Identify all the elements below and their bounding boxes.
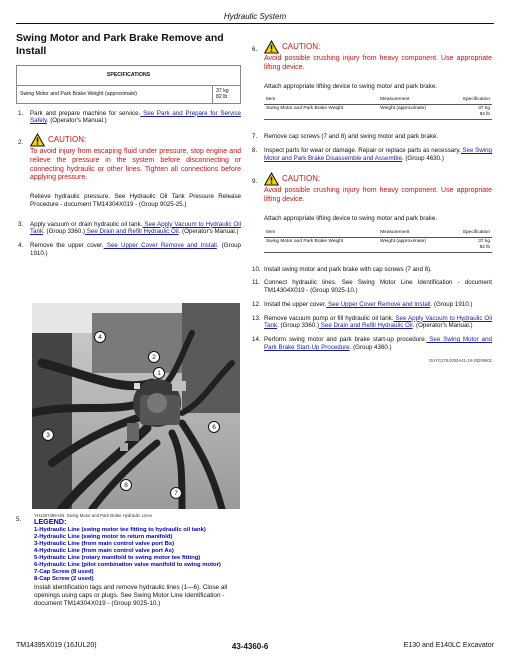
legend-item: 3-Hydraulic Line (from main control valve port Bs)	[34, 540, 175, 547]
step-10: 10. Install swing motor and park brake with cap screws (7 and 8).	[252, 265, 432, 273]
warning-triangle-icon	[264, 40, 279, 54]
legend-item: 1-Hydraulic Line (swing motor tee fitting to hydraulic oil tank)	[34, 526, 206, 533]
legend-item: 8-Cap Screw (2 used)	[34, 575, 94, 582]
step-4: 4. Remove the upper cover. See Upper Cover Remove and Install. (Group 1910.)	[18, 242, 241, 257]
footer-page-number: 43-4360-6	[231, 642, 269, 651]
page-footer	[16, 642, 494, 652]
step-5-number: 5.	[16, 516, 22, 523]
callout-6: 6	[208, 421, 220, 433]
link-apply-vacuum[interactable]: See Apply Vacuum to Hydraulic Oil Tank	[264, 314, 492, 330]
weight-table: Item Measurement Specification Swing Motor and Park Brake Weight Weight (approximate) 37 kg 82 lb	[264, 96, 492, 120]
document-reference: OUYC278,0000A41-19-28209601	[428, 357, 492, 363]
footer-model: E130 and E140LC Excavator	[403, 642, 494, 649]
link-upper-cover[interactable]: See Upper Cover Remove and Install	[103, 242, 217, 250]
step-1: 1. Park and prepare machine for service. See Park and Prepare for Service Safely. (Operator's Manual.)	[18, 109, 241, 125]
spec-value: 37 kg 82 lb	[213, 85, 241, 103]
link-disassemble[interactable]: See Swing Motor and Park Brake Disassemble and Assemble	[264, 146, 492, 162]
step-14: 14. Perform swing motor and park brake start-up procedure. See Swing Motor and Park Brake Start-Up Procedure. (Group 4360.)	[252, 336, 492, 351]
page-title: Swing Motor and Park Brake Remove and Install	[16, 32, 224, 57]
warning-triangle-icon	[30, 133, 45, 147]
link-drain-refill[interactable]: See Drain and Refill Hydraulic Oil	[85, 228, 179, 236]
identification-note: Install identification tags and remove hydraulic lines (1—6). Close all openings using caps or plugs. See Swing Motor Line Identification - document TM14304X019 - (Group 9025-10.)	[34, 583, 228, 607]
callout-1: 1	[153, 367, 165, 379]
right-column	[250, 40, 492, 363]
step-11: 11. Connect hydraulic lines. See Swing Motor Line Identification - document TM14304X019 - (Group 9025-10.)	[252, 279, 492, 295]
legend-item: 4-Hydraulic Line (from main control valve port As)	[34, 547, 174, 554]
step-6: 6. CAUTION: Avoid possible crushing injury from heavy component. Use appropriate lifting device. Attach appropriate lifting device to swing motor and park brake. Item Measurement Specification Swing Motor and Park Brake Weight Weight (approximate) 37 kg 82 lb	[250, 40, 492, 127]
caution-header: CAUTION:	[264, 172, 492, 186]
page-header: Hydraulic System	[16, 12, 494, 24]
link-park-prepare[interactable]: See Park and Prepare for Service Safely	[30, 109, 241, 125]
caution-lifting: Avoid possible crushing injury from heavy component. Use appropriate lifting device.	[264, 187, 492, 204]
legend: LEGEND: 1-Hydraulic Line (swing motor tee fitting to hydraulic oil tank) 2-Hydraulic Line (swing motor to return manifold) 3-Hydraulic Line (from main control valve port Bs) 4-Hydraulic Line (from main control valve port As) 5-Hydraulic Line (rotary manifold to swing motor tee fitting) 6-Hydraulic Line (pilot combination valve manifold to swing motor) 7-Cap Screw (8 used) 8-Cap Screw (2 used)	[34, 518, 244, 582]
callout-2: 2	[148, 351, 160, 363]
figure-id: YH1297495-UN: Swing Motor and Park Brake Hydraulic Lines	[34, 513, 152, 518]
swing-motor-illustration	[32, 303, 240, 509]
swing-motor-photo	[32, 303, 240, 509]
attach-lifting-text: Attach appropriate lifting device to swing motor and park brake.	[264, 214, 437, 222]
weight-table: Item Measurement Specification Swing Motor and Park Brake Weight Weight (approximate) 37 kg 82 lb	[264, 229, 492, 253]
link-drain-refill[interactable]: See Drain and Refill Hydraulic Oil	[319, 322, 413, 330]
link-upper-cover[interactable]: See Upper Cover Remove and Install	[326, 300, 431, 308]
figure-caption	[20, 513, 244, 608]
legend-item: 7-Cap Screw (8 used)	[34, 568, 94, 575]
warning-triangle-icon	[264, 172, 279, 186]
spec-heading: SPECIFICATIONS	[17, 66, 241, 86]
step-3: 3. Apply vacuum or drain hydraulic oil tank. See Apply Vacuum to Hydraulic Oil Tank. (Group 3360.) See Drain and Refill Hydraulic Oil. (Operator's Manual.)	[18, 220, 241, 236]
relieve-pressure-text: Relieve hydraulic pressure. See Hydraulic Oil Tank Pressure Release Procedure - document TM14304X019 - (Group 9025-25.)	[30, 193, 241, 208]
callout-7: 7	[170, 487, 182, 499]
legend-item: 2-Hydraulic Line (swing motor to return manifold)	[34, 533, 173, 540]
legend-item: 5-Hydraulic Line (rotary manifold to swing motor tee fitting)	[34, 554, 201, 561]
step-13: 13. Remove vacuum pump or fill hydraulic oil tank. See Apply Vacuum to Hydraulic Oil Tank. (Group 3360.) See Drain and Refill Hydraulic Oil. (Operator's Manual.)	[252, 314, 492, 330]
legend-item: 6-Hydraulic Line (pilot combination valve manifold to swing motor)	[34, 561, 221, 568]
step-2: 2. CAUTION: To avoid injury from escaping fluid under pressure, stop engine and relieve the pressure in the system before disconnecting or connecting hydraulic or other lines. Tighten all connections before applying pressure. Relieve hydraulic pressure. See Hydraulic Oil Tank Pressure Release Procedure - document TM14304X019 - (Group 9025-25.)	[18, 135, 241, 208]
spec-item: Swing Motor and Park Brake Weight (approximate)	[17, 85, 213, 103]
caution-header: CAUTION:	[30, 133, 241, 147]
attach-lifting-text: Attach appropriate lifting device to swing motor and park brake.	[264, 82, 437, 90]
step-9: 9. CAUTION: Avoid possible crushing injury from heavy component. Use appropriate lifting device. Attach appropriate lifting device to swing motor and park brake. Item Measurement Specification Swing Motor and Park Brake Weight Weight (approximate) 37 kg 82 lb	[250, 172, 492, 259]
caution-pressure: To avoid injury from escaping fluid under pressure, stop engine and relieve the pressure in the system before disconnecting or connecting hydraulic or other lines. Tighten all connections before applying pressure.	[30, 148, 241, 182]
callout-3: 3	[42, 429, 54, 441]
step-8: 8. Inspect parts for wear or damage. Repair or replace parts as necessary. See Swing Motor and Park Brake Disassemble and Assemble. (Group 4630.)	[252, 146, 492, 162]
step-12: 12. Install the upper cover. See Upper Cover Remove and Install. (Group 1910.)	[252, 300, 473, 308]
specifications-table	[16, 65, 241, 104]
step-7: 7. Remove cap screws (7 and 8) and swing motor and park brake.	[252, 133, 439, 141]
caution-header: CAUTION:	[264, 40, 492, 54]
callout-4: 4	[94, 331, 106, 343]
link-startup-procedure[interactable]: See Swing Motor and Park Brake Start-Up Procedure	[264, 336, 492, 351]
left-column	[16, 32, 241, 264]
footer-doc-id: TM14395X019 (16JUL20)	[16, 642, 97, 649]
link-apply-vacuum[interactable]: See Apply Vacuum to Hydraulic Oil Tank	[30, 220, 241, 236]
caution-lifting: Avoid possible crushing injury from heavy component. Use appropriate lifting device.	[264, 55, 492, 71]
callout-8: 8	[120, 479, 132, 491]
